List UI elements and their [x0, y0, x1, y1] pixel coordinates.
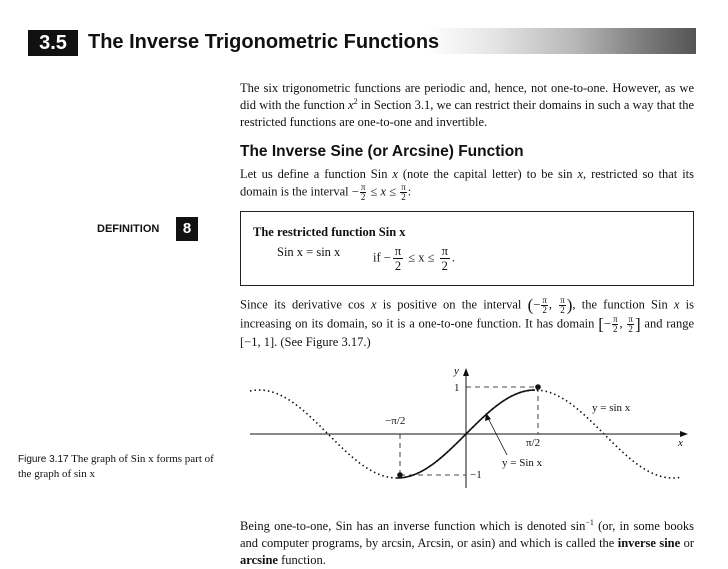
tick-label-neg-pi-over-2: −π/2 [385, 415, 406, 427]
fraction-pi-over-2: $\frac{\pi}{2}$ [612, 314, 618, 334]
axes [250, 368, 688, 488]
figure-caption: Figure 3.17 The graph of Sin x forms part of the graph of sin x [18, 453, 214, 480]
leader-line [488, 418, 507, 455]
endpoint-left [397, 472, 403, 478]
y-axis-label: y [454, 365, 459, 377]
fraction-pi-over-2: $\frac{\pi}{2}$ [542, 295, 547, 315]
fraction-pi-over-2: $\frac{\pi}{2}$ [360, 182, 366, 202]
fraction-pi-over-2: $\frac{\pi}{2}$ [628, 314, 633, 334]
definition-number-badge: 8 [176, 217, 198, 241]
definition-equation: Sin x = sin x [277, 245, 341, 259]
intro-paragraph: The six trigonometric functions are periodic and, hence, not one-to-one. However, as we did with the function $x^2$ in Section 3.1, we can restrict their domains in such a way that the restricted functions are one-to-one and invertible. [240, 81, 694, 129]
tick-label-1: 1 [454, 382, 460, 394]
definition-intro-paragraph: Let us define a function Sin x (note the capital letter) to be sin x, restricted so that its domain is the interval − $\frac{\pi}{2}$ ≤ x ≤ $\frac{\pi}{2}$ : [240, 167, 695, 202]
label-y-sin-x: y = sin x [592, 402, 631, 414]
definition-box [240, 211, 694, 286]
subheading-inverse-sine: The Inverse Sine (or Arcsine) Function [240, 143, 524, 160]
tick-label-neg1: −1 [470, 469, 482, 481]
label-y-Sin-x: y = Sin x [502, 457, 543, 469]
fraction-pi-over-2: $\frac{\pi}{2}$ [401, 182, 406, 202]
section-header [28, 26, 696, 58]
endpoint-right [535, 384, 541, 390]
leader-arrow [485, 413, 491, 421]
figure-3-17-graph [250, 362, 694, 492]
definition-condition: if − $\frac{\pi}{2}$ ≤ x ≤ $\frac{\pi}{2}$ . [373, 244, 456, 273]
fraction-pi-over-2: $\frac{\pi}{2}$ [560, 295, 565, 315]
section-number-badge: 3.5 [28, 30, 78, 56]
tick-label-pi-over-2: π/2 [526, 437, 541, 449]
fraction-pi-over-2: $\frac{\pi}{2}$ [441, 244, 448, 273]
derivative-paragraph: Since its derivative cos x is positive on the interval (− $\frac{\pi}{2}$ , $\frac{\pi}{2}$ ), the function Sin x is increasing on its domain, so it is a one-to-one function. It has domain [− $\frac{\pi}{2}$ , $\frac{\pi}{2}$ ] and range [−1, 1]. (See Figure 3.17.) [240, 295, 695, 349]
x-axis-label: x [678, 437, 683, 449]
definition-box-title: The restricted function Sin x [253, 225, 406, 239]
y-axis-arrow [463, 368, 469, 376]
header-gradient-bar [428, 28, 696, 54]
fraction-pi-over-2: $\frac{\pi}{2}$ [394, 244, 402, 273]
section-title: The Inverse Trigonometric Functions [88, 31, 440, 53]
inverse-function-paragraph: Being one-to-one, Sin has an inverse function which is denoted $\sin^{-1} (or$, in some books and computer programs, by arcsin, Arcsin, or asin) and which is called the inverse sine or arcsine function. [240, 517, 694, 567]
definition-label: DEFINITION [97, 223, 160, 235]
